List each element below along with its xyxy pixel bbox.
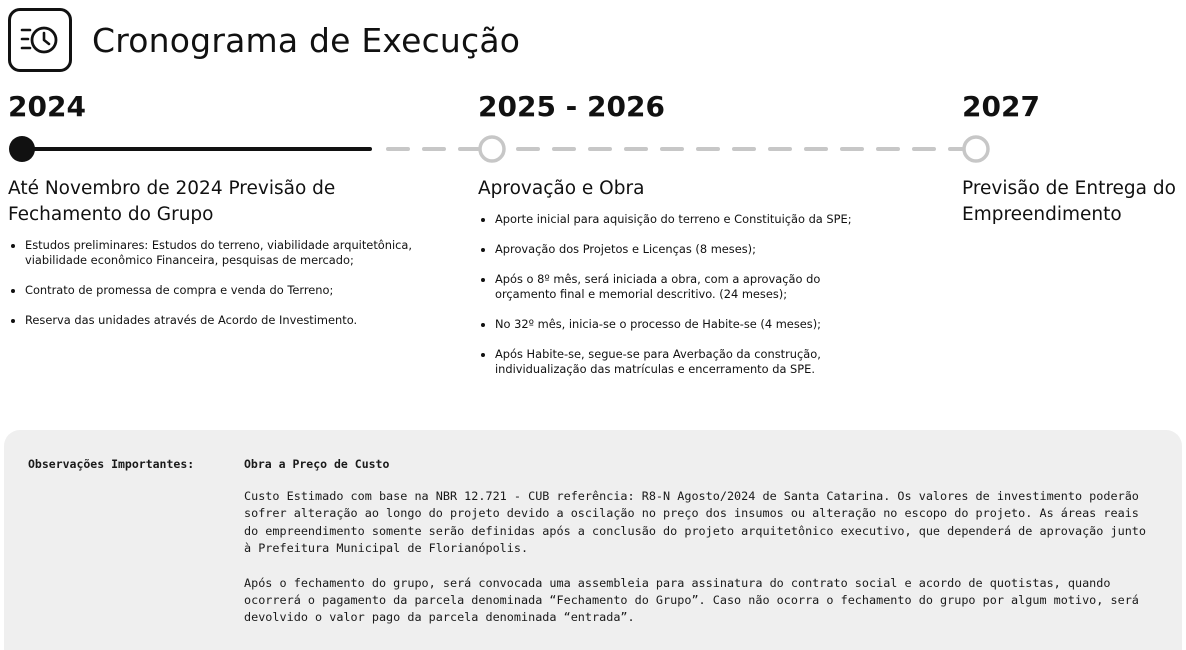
- milestone-dot-2024: [9, 136, 35, 162]
- notes-label: Observações Importantes:: [28, 457, 195, 471]
- notes-heading: Obra a Preço de Custo: [244, 457, 390, 471]
- phase-title: Aprovação e Obra: [478, 178, 645, 199]
- milestone-dot-2025-2026: [480, 137, 504, 161]
- page-header: [8, 6, 520, 74]
- phase-title: Previsão de Entrega do Empreendimento: [962, 178, 1176, 225]
- phase-2027: [962, 176, 1182, 238]
- notes-paragraph: Após o fechamento do grupo, será convocada uma assembleia para assinatura do contrato social e acordo de quotistas, quando ocorrerá o pagamento da parcela denominada “Fechamento do Grupo”. Caso não ocorra o fechamento do grupo por algum motivo, será devolvido o valor pago da parcela denominada “entrada”.: [244, 575, 1139, 625]
- phase-task-item: Após o 8º mês, será iniciada a obra, com a aprovação do orçamento final e memorial descritivo. (24 meses);: [478, 272, 878, 302]
- milestone-year-2025-2026: 2025 - 2026: [478, 90, 665, 123]
- phase-task-item: Após Habite-se, segue-se para Averbação da construção, individualização das matrículas e encerramento da SPE.: [478, 347, 878, 377]
- phase-title: Até Novembro de 2024 Previsão de Fechamento do Grupo: [8, 178, 336, 225]
- page-title: Cronograma de Execução: [92, 20, 521, 60]
- schedule-clock-icon: [8, 8, 72, 72]
- phase-task-item: Reserva das unidades através de Acordo de Investimento.: [8, 313, 448, 328]
- phase-task-item: Aprovação dos Projetos e Licenças (8 meses);: [478, 242, 878, 257]
- phase-task-item: Estudos preliminares: Estudos do terreno, viabilidade arquitetônica, viabilidade econômico Financeira, pesquisas de mercado;: [8, 238, 448, 268]
- milestone-year-2024: 2024: [8, 90, 86, 123]
- phase-task-list: [478, 212, 878, 377]
- phase-task-item: Aporte inicial para aquisição do terreno e Constituição da SPE;: [478, 212, 878, 227]
- important-notes-panel: [4, 430, 1182, 650]
- notes-body: [244, 457, 1156, 644]
- phase-task-item: Contrato de promessa de compra e venda do Terreno;: [8, 283, 448, 298]
- notes-paragraph: Custo Estimado com base na NBR 12.721 - CUB referência: R8-N Agosto/2024 de Santa Catarina. Os valores de investimento poderão sofrer alteração ao longo do projeto devido a oscilação no preço dos insumos ou alteração no escopo do projeto. As áreas reais do empreendimento somente serão definidas após a conclusão do projeto arquitetônico executivo, que dependerá de aprovação junto à Prefeitura Municipal de Florianópolis.: [244, 489, 1146, 556]
- milestone-year-2027: 2027: [962, 90, 1040, 123]
- phase-task-item: No 32º mês, inicia-se o processo de Habite-se (4 meses);: [478, 317, 878, 332]
- phase-task-list: [8, 238, 448, 328]
- milestone-dot-2027: [964, 137, 988, 161]
- phase-2025-2026: [478, 176, 878, 392]
- phase-2024: [8, 176, 448, 343]
- timeline-track: [0, 130, 1186, 170]
